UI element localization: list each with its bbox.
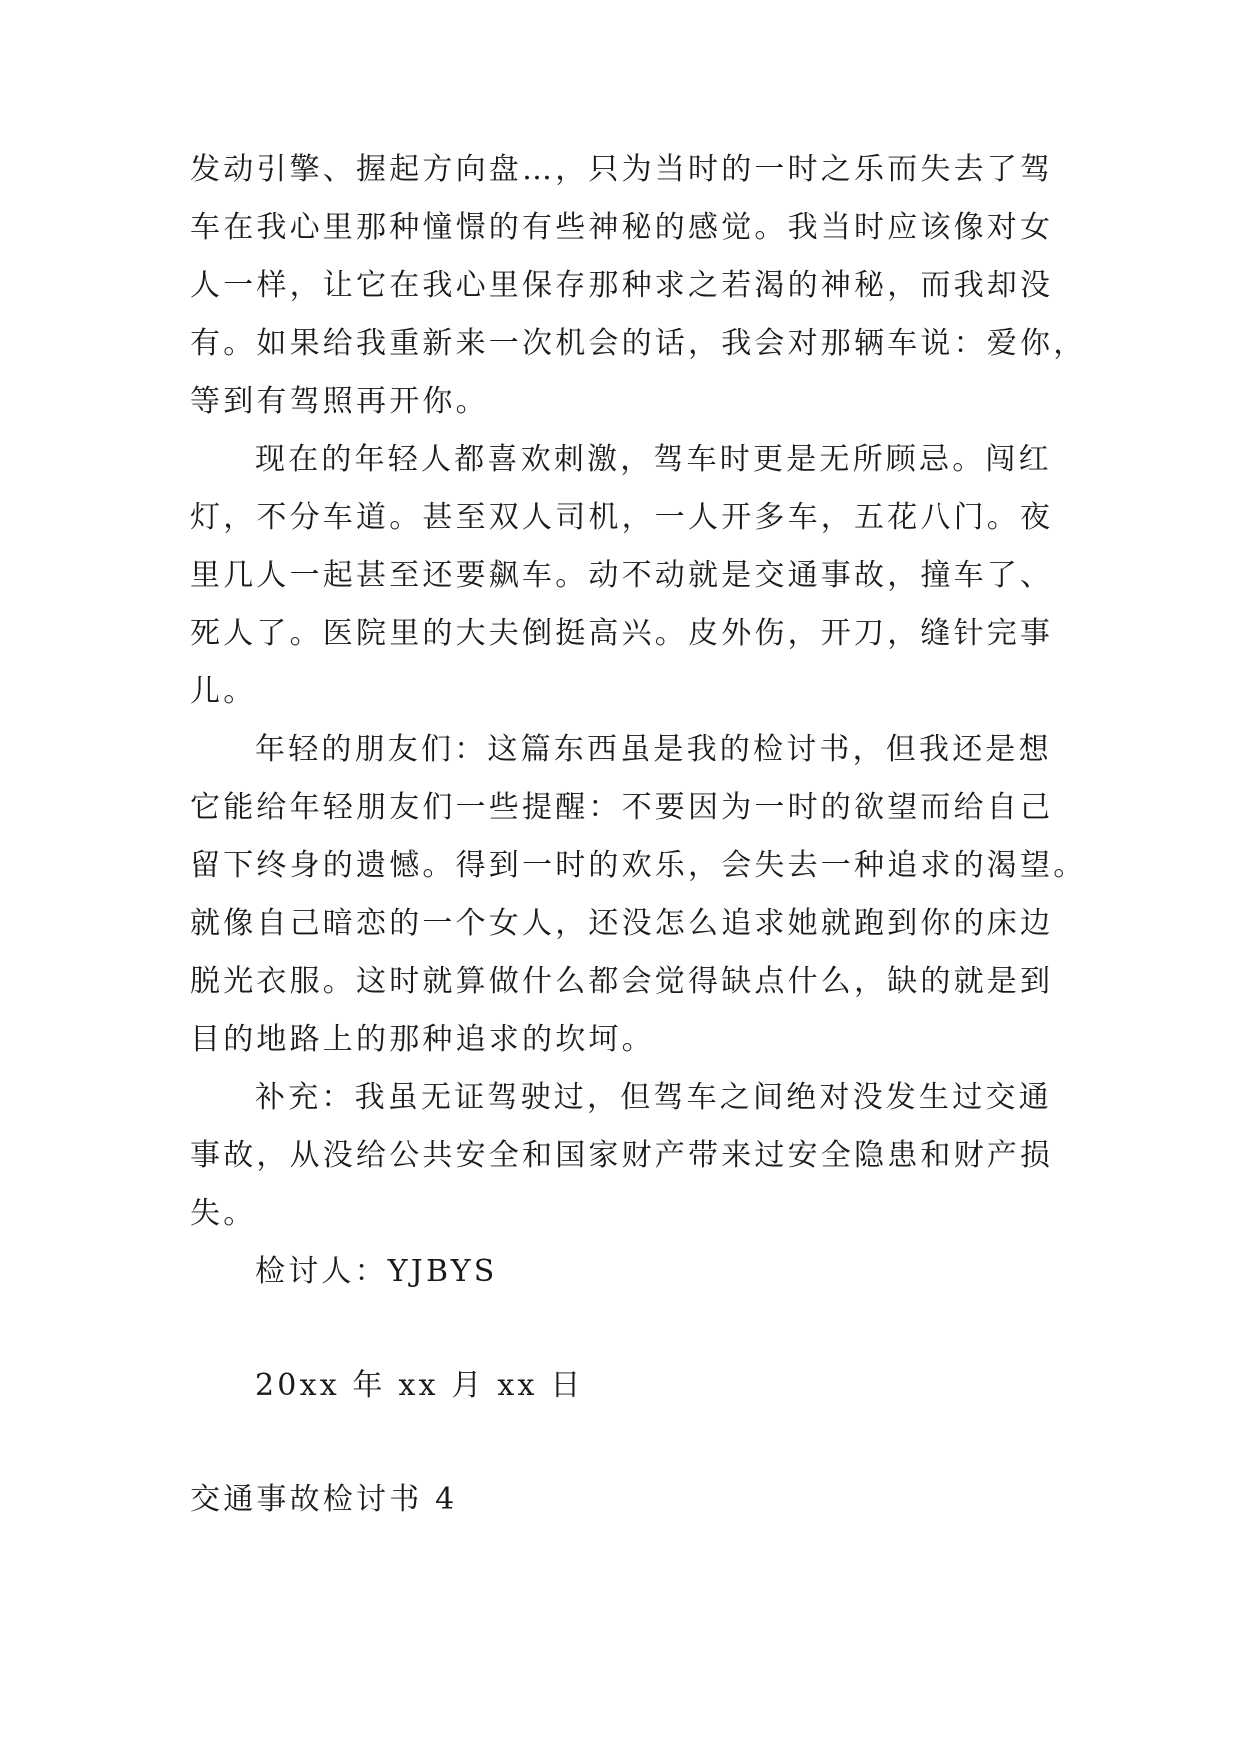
paragraph-start-line: 现在的年轻人都喜欢刺激，驾车时更是无所顾忌。闯红 [255, 442, 1052, 477]
text-line: 人一样，让它在我心里保存那种求之若渴的神秘，而我却没 [190, 268, 1054, 303]
text-line: 里几人一起甚至还要飙车。动不动就是交通事故，撞车了、 [190, 558, 1054, 593]
text-line: 就像自己暗恋的一个女人，还没怎么追求她就跑到你的床边 [190, 906, 1054, 941]
text-line: 留下终身的遗憾。得到一时的欢乐，会失去一种追求的渴望。 [190, 848, 1087, 883]
text-line: 目的地路上的那种追求的坎坷。 [190, 1022, 655, 1057]
text-line: 儿。 [190, 674, 257, 709]
text-line: 等到有驾照再开你。 [190, 384, 489, 419]
text-line: 车在我心里那种憧憬的有些神秘的感觉。我当时应该像对女 [190, 210, 1054, 245]
paragraph-start-line: 补充：我虽无证驾驶过，但驾车之间绝对没发生过交通 [255, 1080, 1052, 1115]
paragraph-start-line: 年轻的朋友们：这篇东西虽是我的检讨书，但我还是想 [255, 732, 1052, 767]
text-line: 灯，不分车道。甚至双人司机，一人开多车，五花八门。夜 [190, 500, 1054, 535]
date-line: 20xx 年 xx 月 xx 日 [255, 1368, 584, 1403]
text-line: 失。 [190, 1196, 257, 1231]
text-line: 有。如果给我重新来一次机会的话，我会对那辆车说：爱你， [190, 326, 1087, 361]
text-line: 脱光衣服。这时就算做什么都会觉得缺点什么，缺的就是到 [190, 964, 1054, 999]
section-heading: 交通事故检讨书 4 [190, 1482, 458, 1517]
text-line: 它能给年轻朋友们一些提醒：不要因为一时的欲望而给自己 [190, 790, 1054, 825]
text-line: 死人了。医院里的大夫倒挺高兴。皮外伤，开刀，缝针完事 [190, 616, 1054, 651]
signature-line: 检讨人：YJBYS [255, 1254, 498, 1289]
text-line: 事故，从没给公共安全和国家财产带来过安全隐患和财产损 [190, 1138, 1054, 1173]
text-line: 发动引擎、握起方向盘…，只为当时的一时之乐而失去了驾 [190, 152, 1054, 187]
